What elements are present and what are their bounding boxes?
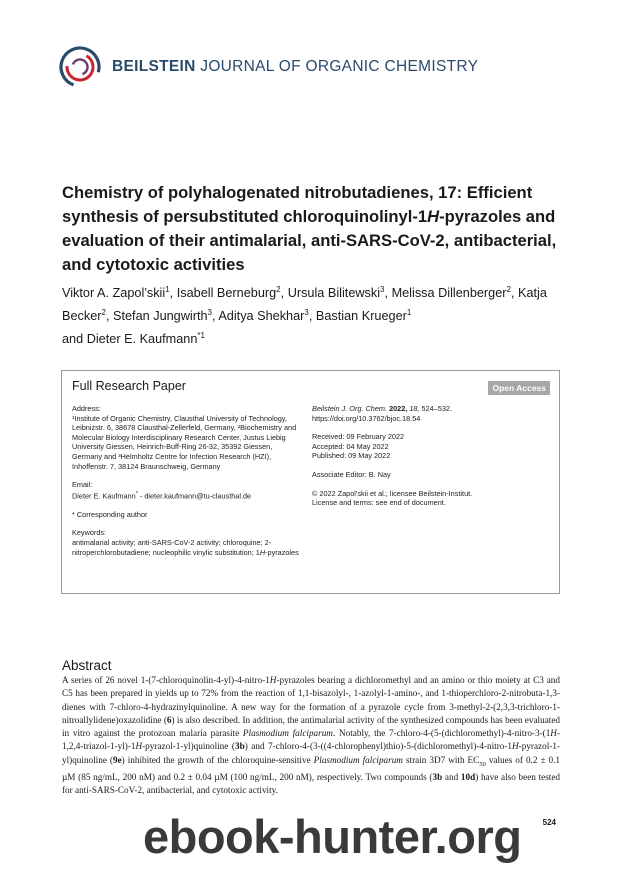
citation-block bbox=[312, 404, 552, 423]
abstract-text: . Notably, the 7-chloro-4-(5-(dichloromethyl)-4-nitro-3-(1 bbox=[332, 728, 551, 739]
author-name: Bastian Krueger bbox=[315, 309, 407, 324]
accepted-date: Accepted: 04 May 2022 bbox=[312, 441, 389, 451]
title-part-2: -pyrazoles and evaluation of their antimalarial, anti-SARS-CoV-2, antibacterial, and cytotoxic activities bbox=[62, 207, 557, 274]
author-separator: , bbox=[510, 286, 519, 301]
watermark-text: ebook-hunter.org bbox=[143, 810, 522, 863]
citation-pages: 524–532. bbox=[419, 404, 452, 413]
license-block bbox=[312, 489, 552, 508]
abstract-text: -pyrazol-1-yl)quinoline ( bbox=[62, 741, 560, 765]
abstract-italic: Plasmodium falciparum bbox=[313, 754, 403, 765]
journal-header bbox=[58, 45, 478, 89]
author-affiliation: 1 bbox=[406, 308, 412, 318]
abstract-text: A series of 26 novel 1-(7-chloroquinolin-4-yl)-4-nitro-1 bbox=[62, 675, 270, 685]
abstract-text: ) and 7-chloro-4-(3-((4-chlorophenyl)thio)-5-(dichloromethyl)-4-nitro-1 bbox=[244, 741, 513, 752]
author-affiliation: 3 bbox=[304, 308, 309, 318]
abstract-text: ) is also described. In addition, the antimalarial activity of the synthesized compounds has been evaluated in vitro against the protozoan malaria parasite bbox=[62, 714, 560, 739]
license-text: License and terms: see end of document. bbox=[312, 498, 446, 508]
citation-journal: Beilstein J. Org. Chem. bbox=[312, 404, 388, 413]
author-affiliation: 3 bbox=[207, 308, 212, 318]
email-star: * bbox=[135, 490, 138, 497]
citation-year: 2022, bbox=[389, 404, 408, 413]
associate-editor: Associate Editor: B. Nay bbox=[312, 469, 391, 479]
compound-ref: 3b bbox=[432, 771, 443, 782]
author-name: Dieter E. Kaufmann bbox=[86, 332, 198, 347]
abstract-heading: Abstract bbox=[62, 658, 112, 673]
open-access-badge: Open Access bbox=[488, 381, 550, 395]
compound-ref: 9e bbox=[112, 754, 122, 765]
author-affiliation: 2 bbox=[506, 285, 511, 294]
author-list bbox=[62, 280, 562, 350]
abstract-body bbox=[62, 674, 560, 798]
abstract-subscript: 50 bbox=[479, 760, 486, 768]
keywords-text: antimalarial activity; anti-SARS-CoV-2 activity; chloroquine; 2-nitroperchlorobutadiene; nucleophilic vinylic substitution; 1 bbox=[72, 537, 272, 557]
title-italic-h: H bbox=[427, 207, 440, 226]
beilstein-logo-icon bbox=[58, 45, 102, 89]
author-name: Stefan Jungwirth bbox=[113, 309, 208, 324]
title-part-1: Chemistry of polyhalogenated nitrobutadienes, 17: Efficient synthesis of persubstituted chloroquinolinyl-1 bbox=[62, 183, 533, 226]
abstract-text: -pyrazoles bearing a dichloromethyl and an amino or thio moiety at C3 and C5 has been prepared in yields up to 72% from the reaction of 1,1-bisazolyl-, 1-azolyl-1-amino-, and 1-thioperchloro-2-nitrobuta-1,3-dienes with 7-chloro-4-hydrazinylquinoline. A new way for the formation of a pyrazole cycle from 3-methyl-2-(2,3,3-trichloro-1-nitroallylidene)oxazolidine ( bbox=[62, 675, 560, 725]
author-separator: and bbox=[62, 332, 87, 347]
copyright-text: © 2022 Zapol’skii et al.; licensee Beilstein-Institut. bbox=[312, 488, 473, 498]
abstract-italic: Plasmodium falciparum bbox=[242, 728, 333, 739]
dates-block bbox=[312, 432, 552, 461]
article-title bbox=[62, 181, 562, 277]
journal-name-bold: BEILSTEIN bbox=[112, 58, 196, 75]
address-block bbox=[72, 404, 302, 471]
info-left-column bbox=[72, 404, 302, 566]
author-separator: , bbox=[169, 286, 177, 301]
published-date: Published: 09 May 2022 bbox=[312, 451, 391, 461]
corresponding-note: * Corresponding author bbox=[72, 509, 148, 519]
author-affiliation: 2 bbox=[101, 308, 106, 318]
abstract-text: ) have also been tested for anti-SARS-CoV-2, antibacterial, and cytotoxic activity. bbox=[62, 771, 560, 796]
abstract-italic: H bbox=[550, 728, 557, 739]
author-name: Melissa Dillenberger bbox=[391, 286, 507, 301]
citation-volume: 18, bbox=[409, 404, 420, 413]
journal-name bbox=[112, 58, 478, 76]
author-name: Isabell Berneburg bbox=[176, 286, 277, 301]
author-name: Katja Becker bbox=[62, 286, 547, 324]
abstract-text: -pyrazol-1-yl)quinoline ( bbox=[142, 741, 235, 752]
abstract-italic: H bbox=[512, 741, 519, 752]
abstract-text: values of 0.2 ± 0.1 µM (85 ng/mL, 200 nM) and 0.2 ± 0.04 µM (100 ng/mL, 200 nM), respectively. Two compounds ( bbox=[62, 754, 560, 782]
author-name: Viktor A. Zapol’skii bbox=[62, 286, 166, 301]
author-name: Ursula Bilitewski bbox=[287, 286, 381, 301]
doi-link[interactable]: https://doi.org/10.3762/bjoc.18.54 bbox=[312, 413, 421, 423]
abstract-text: -1,2,4-triazol-1-yl)-1 bbox=[62, 728, 560, 752]
page-number: 524 bbox=[542, 818, 556, 827]
compound-ref: 10d bbox=[460, 771, 476, 782]
author-separator: , bbox=[105, 309, 114, 324]
address-label: Address: bbox=[72, 404, 101, 413]
keywords-block bbox=[72, 528, 302, 557]
info-right-column bbox=[312, 404, 552, 517]
author-affiliation: 1 bbox=[165, 285, 170, 294]
keywords-end: -pyrazoles bbox=[265, 547, 299, 557]
address-text: ¹Institute of Organic Chemistry, Clausthal University of Technology, Leibnizstr. 6, 38678 Clausthal-Zellerfeld, Germany, ²Biochemistry and Molecular Biology Interdisciplinary Research Center, Justus Liebig University Giessen, Heinrich-Buff-Ring 26-32, 35392 Giessen, Germany and ³Helmholtz Centre for Infection Research (HZI), Inhoffenstr. 7, 38124 Braunschweig, Germany bbox=[72, 413, 297, 471]
keywords-label: Keywords: bbox=[72, 528, 107, 538]
author-affiliation: 3 bbox=[380, 285, 385, 294]
keywords-italic-h: H bbox=[259, 547, 266, 557]
author-affiliation: 2 bbox=[276, 285, 281, 294]
author-name: Aditya Shekhar bbox=[218, 309, 305, 324]
email-block bbox=[72, 480, 302, 501]
author-separator: , bbox=[308, 309, 316, 324]
compound-ref: 3b bbox=[234, 741, 245, 752]
author-separator: , bbox=[211, 309, 219, 324]
abstract-text: and bbox=[442, 771, 461, 782]
abstract-italic: H bbox=[269, 675, 277, 685]
email-author: Dieter E. Kaufmann bbox=[72, 491, 136, 501]
article-info-box bbox=[61, 370, 560, 594]
author-separator: , bbox=[280, 286, 288, 301]
email-address[interactable]: - dieter.kaufmann@tu-clausthal.de bbox=[137, 491, 252, 501]
received-date: Received: 09 February 2022 bbox=[312, 432, 405, 442]
abstract-italic: H bbox=[135, 741, 143, 752]
abstract-text: ) inhibited the growth of the chloroquine-sensitive bbox=[121, 754, 314, 765]
journal-name-rest: JOURNAL OF ORGANIC CHEMISTRY bbox=[200, 58, 479, 75]
author-separator: , bbox=[384, 286, 392, 301]
author-affiliation: *1 bbox=[197, 331, 205, 341]
compound-ref: 6 bbox=[166, 714, 172, 725]
email-label: Email: bbox=[72, 480, 93, 490]
article-type: Full Research Paper bbox=[72, 379, 186, 393]
abstract-text: strain 3D7 with EC bbox=[402, 754, 480, 765]
